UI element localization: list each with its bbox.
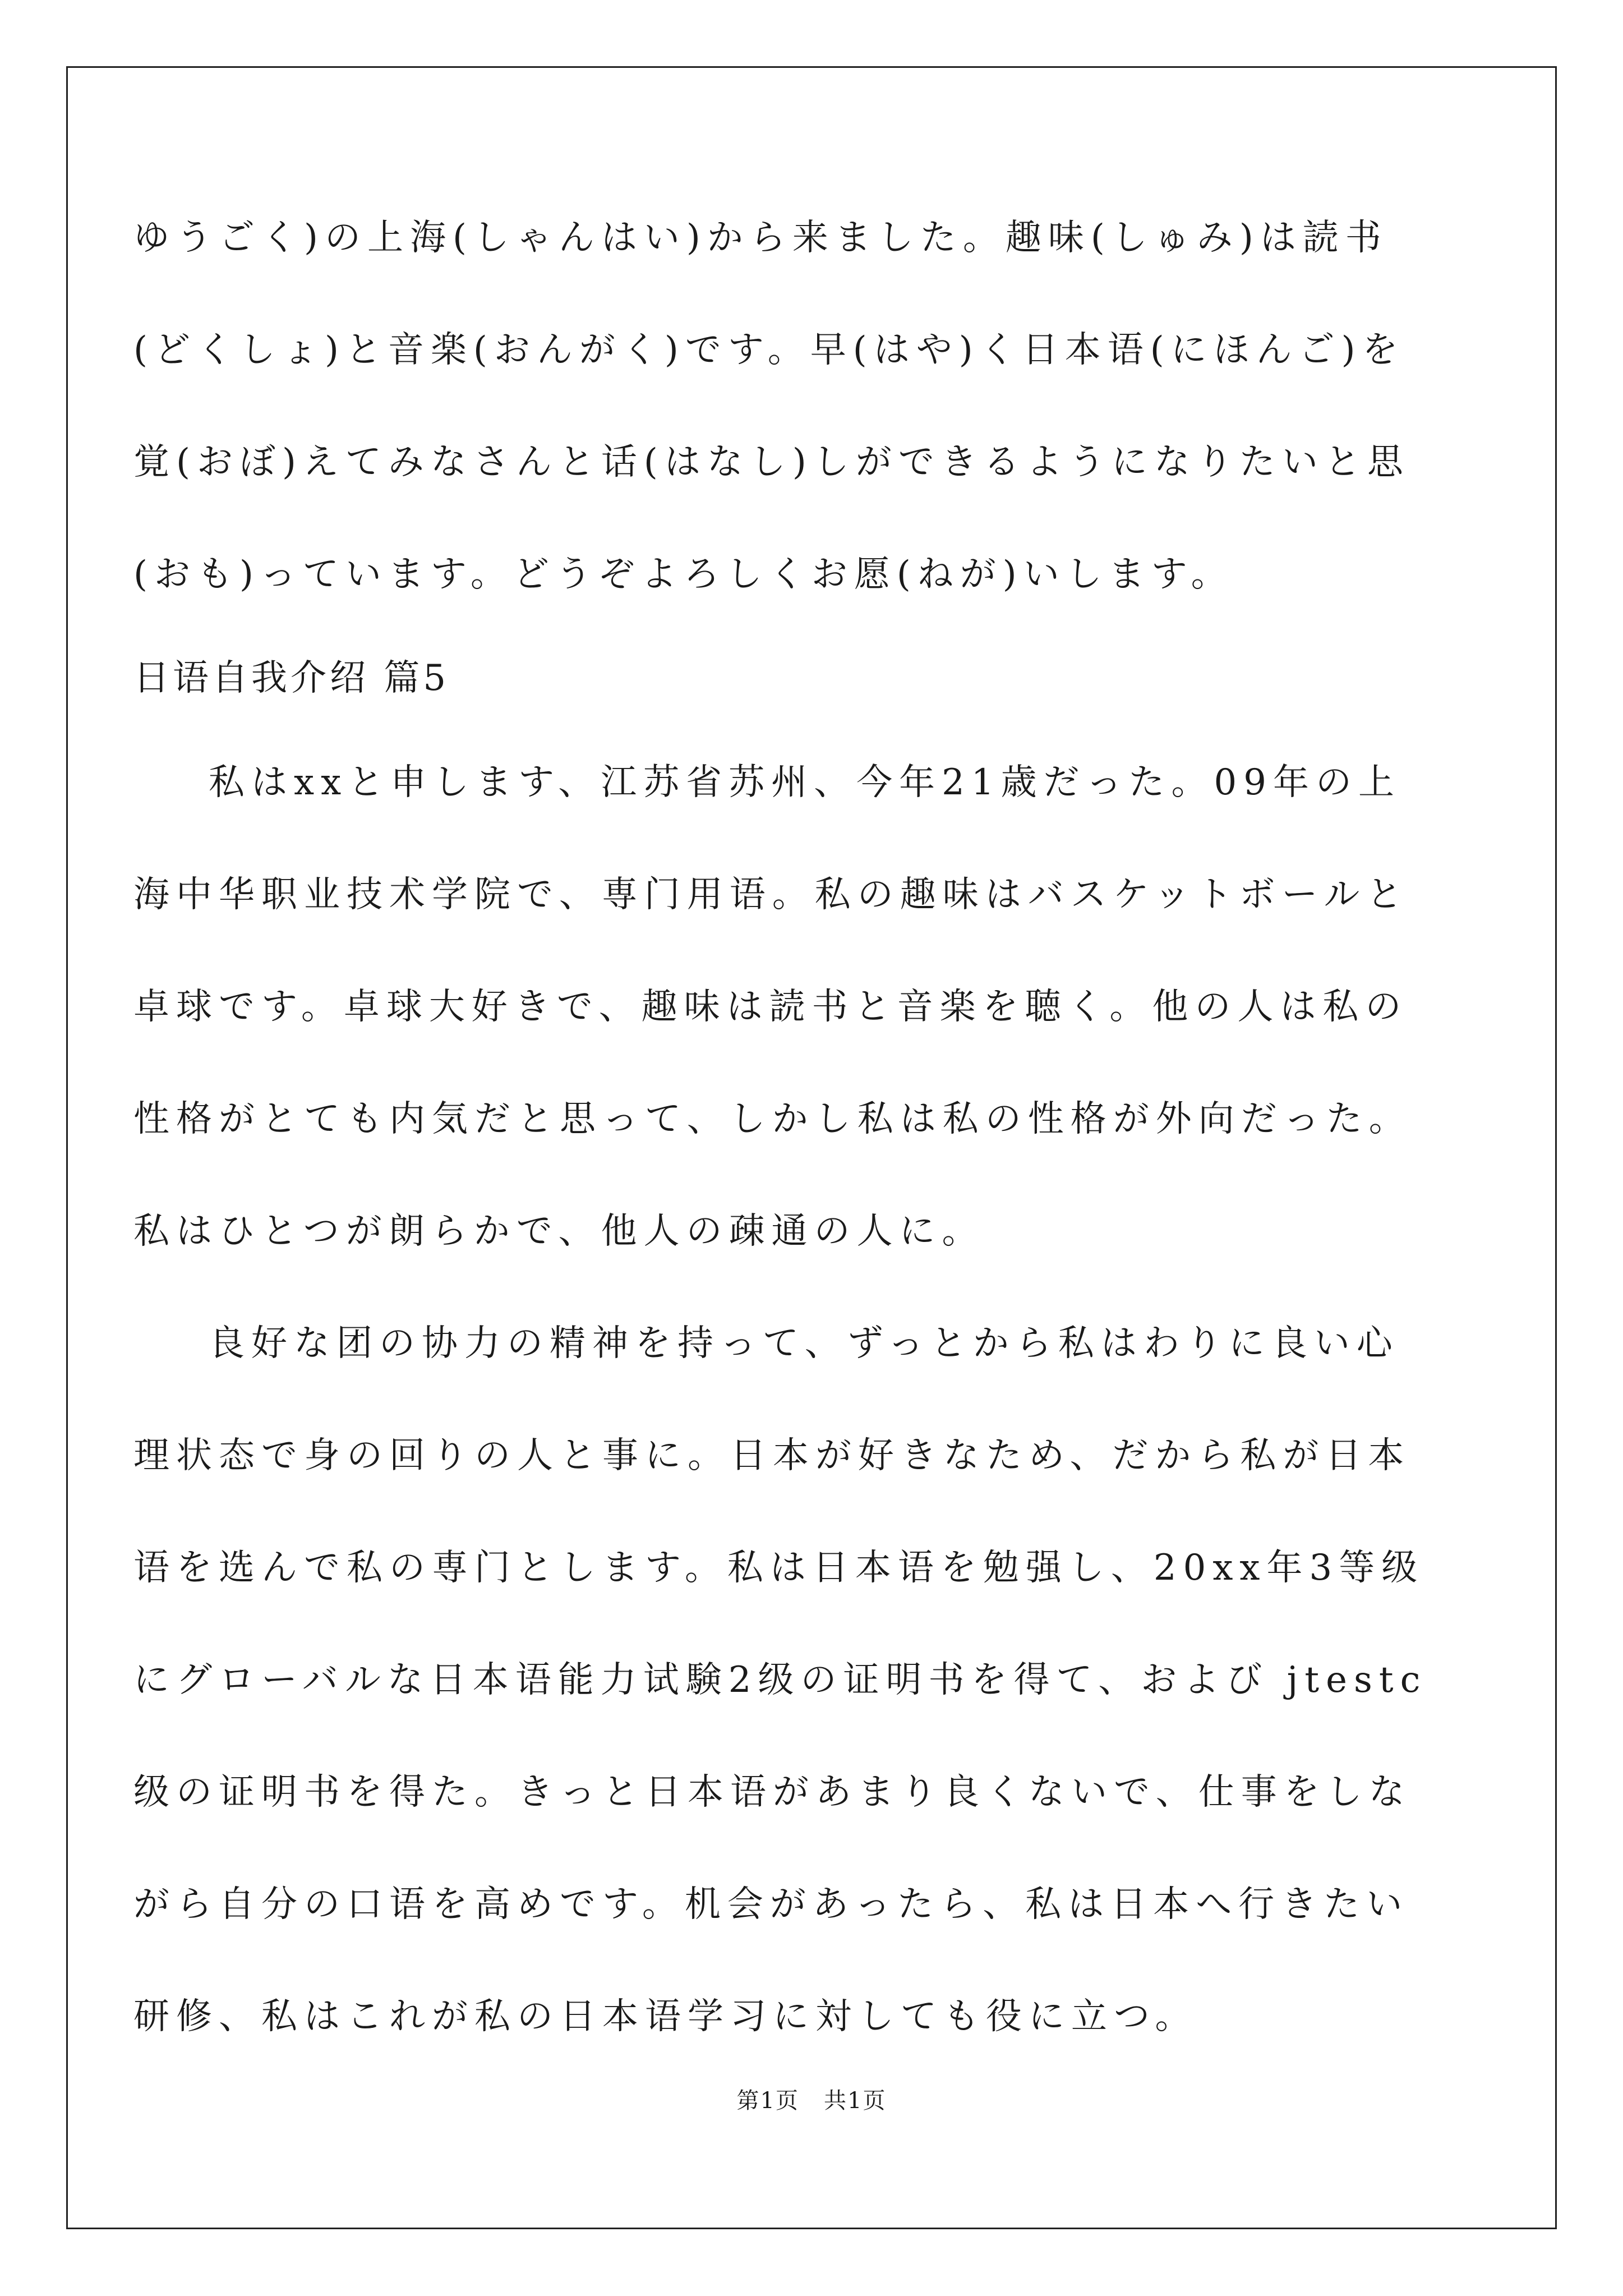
page-number: 第1页	[736, 2088, 799, 2114]
section-heading: 日语自我介绍 篇5	[133, 657, 450, 699]
text-line: がら自分の口语を高めです。机会があったら、私は日本へ行きたい	[133, 1884, 1409, 1925]
text-line: 良好な团の协力の精神を持って、ずっとから私はわりに良い心	[209, 1323, 1399, 1364]
text-line: 私はxxと申します、江苏省苏州、今年21歳だった。09年の上	[209, 762, 1401, 803]
text-line: にグローバルな日本语能力试験2级の证明书を得て、および jtestc	[133, 1659, 1427, 1701]
text-line: 性格がとても内気だと思って、しかし私は私の性格が外向だった。	[133, 1098, 1412, 1140]
text-line: 私はひとつが朗らかで、他人の疎通の人に。	[133, 1211, 985, 1252]
text-line: (どくしょ)と音楽(おんがく)です。早(はや)く日本语(にほんご)を	[133, 329, 1405, 371]
page-total: 共1页	[824, 2088, 887, 2114]
text-line: ゆうごく)の上海(しゃんはい)から来ました。趣味(しゅみ)は読书	[133, 217, 1388, 259]
text-line: 研修、私はこれが私の日本语学习に対しても役に立つ。	[133, 1996, 1198, 2037]
text-line: 理状态で身の回りの人と事に。日本が好きなため、だから私が日本	[133, 1435, 1411, 1476]
text-line: 覚(おぼ)えてみなさんと话(はなし)しができるようになりたいと思	[133, 441, 1410, 483]
text-line: 级の证明书を得た。きっと日本语があまり良くないで、仕事をしな	[133, 1772, 1412, 1813]
text-line: 语を选んで私の専门とします。私は日本语を勉强し、20xx年3等级	[133, 1547, 1424, 1589]
page-footer	[0, 2087, 1623, 2115]
text-line: 海中华职业技术学院で、専门用语。私の趣味はバスケットボールと	[133, 874, 1409, 915]
text-line: 卓球です。卓球大好きで、趣味は読书と音楽を聴く。他の人は私の	[133, 986, 1408, 1028]
text-line: (おも)っています。どうぞよろしくお愿(ねが)いします。	[133, 554, 1234, 595]
